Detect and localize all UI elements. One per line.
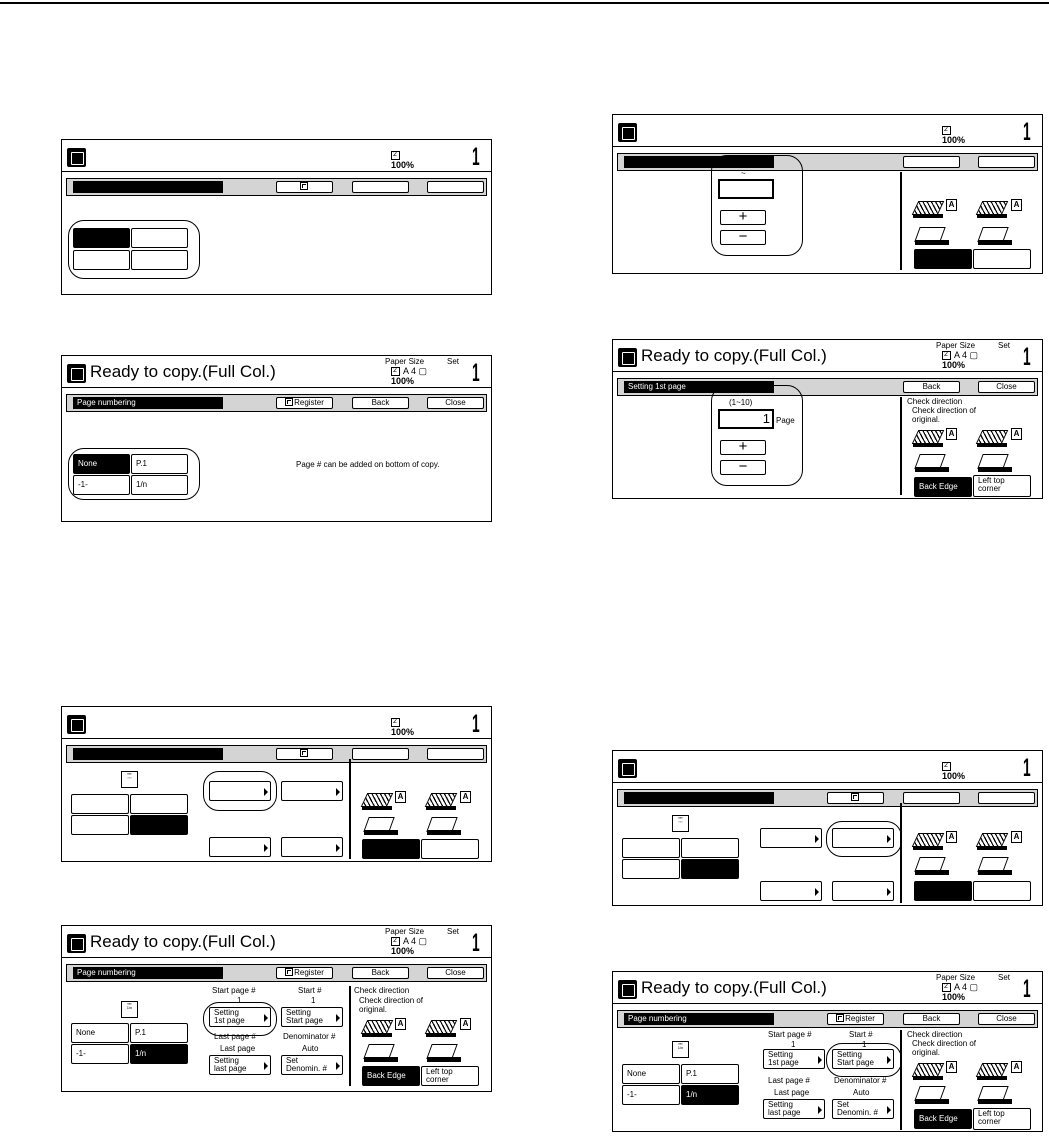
left-top-corner-icon: [978, 857, 1010, 876]
line-2: corner: [426, 1075, 449, 1084]
panel-number-setting: [612, 339, 1043, 499]
left-top-corner-button[interactable]: [973, 1108, 1031, 1130]
p1-button[interactable]: [130, 794, 188, 814]
back-edge-button[interactable]: Back Edge: [914, 477, 972, 497]
line-1: Setting: [768, 1100, 793, 1109]
close-button[interactable]: [427, 181, 484, 193]
status-message: Ready to copy.(Full Col.): [90, 932, 276, 951]
document-icon: [618, 759, 637, 778]
orientation-a-icon: A: [1011, 831, 1022, 843]
check-direction-line-2: original.: [912, 1048, 941, 1057]
page-number-field[interactable]: 1: [718, 409, 774, 429]
paper-tray-icon: [942, 351, 951, 360]
line-2: Denomin. #: [286, 1064, 327, 1073]
none-button[interactable]: [73, 228, 130, 248]
dash1-button[interactable]: -1-: [71, 1044, 129, 1064]
panel-detail-start: [612, 971, 1043, 1132]
dash1-button[interactable]: -1-: [622, 1085, 680, 1105]
line-1: Setting: [286, 1008, 311, 1017]
slash-n-button[interactable]: 1/n: [681, 1085, 739, 1105]
none-button[interactable]: [71, 794, 129, 814]
orientation-a-icon: A: [946, 1061, 957, 1073]
start-page-header: Start page #: [768, 1030, 812, 1039]
setting-start-page-button[interactable]: [832, 828, 894, 848]
line-1: Left top: [426, 1067, 453, 1076]
zoom-value: 100%: [942, 360, 966, 370]
title-bar: [62, 926, 491, 958]
line-2: 1st page: [768, 1058, 799, 1067]
zoom-value: 100%: [942, 135, 966, 145]
panel-mode-select: [61, 355, 492, 522]
close-button[interactable]: Close: [427, 397, 484, 409]
set-denominator-button[interactable]: [832, 1099, 894, 1119]
line-1: Setting: [768, 1050, 793, 1059]
register-label: Register: [294, 968, 324, 977]
denominator-header: Denominator #: [834, 1076, 887, 1085]
close-button[interactable]: Close: [978, 381, 1035, 393]
register-button[interactable]: [276, 748, 333, 760]
setting-last-page-button[interactable]: [763, 1099, 825, 1119]
title-bar: [62, 140, 491, 172]
line-2: Start page: [837, 1058, 874, 1067]
toolbar: [66, 964, 487, 982]
paper-size-value: A 4 ▢: [954, 982, 979, 992]
register-button[interactable]: [276, 967, 333, 979]
divider: [349, 986, 351, 1086]
paper-status: [936, 972, 1036, 1004]
document-icon: [67, 934, 86, 953]
copy-count: 1: [472, 143, 480, 171]
arrow-right-icon: [818, 1106, 822, 1114]
paper-tray-icon: [942, 126, 951, 135]
page-number-icon: ▪▪▪ 1/n: [672, 1041, 689, 1058]
slash-n-button[interactable]: [130, 815, 188, 835]
set-denominator-button[interactable]: [281, 1055, 343, 1075]
line-1: Setting: [837, 1050, 862, 1059]
line-1: Set: [286, 1056, 299, 1065]
left-top-corner-button[interactable]: [973, 249, 1031, 269]
range-label: ~: [741, 169, 746, 178]
denominator-value: Auto: [853, 1088, 870, 1097]
back-button[interactable]: [352, 181, 409, 193]
left-top-corner-button[interactable]: [973, 881, 1031, 901]
last-page-header: Last page #: [768, 1076, 810, 1085]
dash1-button[interactable]: -1-: [73, 475, 130, 495]
divider: [900, 1030, 902, 1130]
setting-start-page-button[interactable]: [832, 1049, 894, 1069]
line-1: Left top: [978, 1109, 1005, 1118]
setting-start-page-button[interactable]: [281, 1007, 343, 1027]
register-icon: [285, 968, 293, 976]
back-button[interactable]: [903, 792, 960, 804]
page-number-icon: ▪▪▪ ▫▫▫: [672, 815, 689, 832]
back-button[interactable]: Back: [903, 381, 960, 393]
zoom-value: 100%: [942, 771, 966, 781]
left-top-corner-button[interactable]: [421, 839, 479, 859]
back-button[interactable]: [352, 748, 409, 760]
arrow-right-icon: [264, 844, 268, 852]
page-number-field[interactable]: [718, 179, 774, 199]
panel-detail: [61, 925, 492, 1092]
set-label: Set: [998, 341, 1011, 350]
register-button[interactable]: [276, 397, 333, 409]
register-label: Register: [845, 1014, 875, 1023]
left-top-corner-button[interactable]: [421, 1066, 479, 1086]
back-edge-button[interactable]: [914, 881, 972, 901]
paper-size-label: Paper Size: [936, 973, 976, 982]
set-denominator-button[interactable]: [832, 881, 894, 901]
arrow-right-icon: [815, 888, 819, 896]
line-1: Set: [837, 1100, 850, 1109]
copy-count: 1: [1023, 343, 1031, 371]
copier-icon-right: [977, 199, 1011, 218]
paper-status: [936, 115, 1036, 147]
orientation-a-icon: A: [1011, 199, 1022, 211]
check-direction-header: Check direction: [907, 397, 963, 406]
back-button[interactable]: Back: [903, 1013, 960, 1025]
start-num-header: Start #: [298, 986, 322, 995]
back-edge-icon: [364, 1044, 396, 1063]
paper-tray-icon: [391, 937, 400, 946]
none-button[interactable]: None: [73, 454, 130, 474]
slash-n-button[interactable]: [131, 250, 188, 270]
paper-tray-icon: [391, 367, 400, 376]
copier-icon-right: [977, 831, 1011, 850]
line-1: Setting: [214, 1056, 239, 1065]
back-button[interactable]: Back: [352, 397, 409, 409]
register-icon: [285, 398, 293, 406]
status-message: Ready to copy.(Full Col.): [641, 346, 827, 365]
back-edge-icon: [364, 817, 396, 836]
copy-count: 1: [1023, 118, 1031, 146]
document-icon: [618, 980, 637, 999]
left-top-corner-icon: [978, 454, 1010, 473]
arrow-right-icon: [336, 1062, 340, 1070]
dash1-button[interactable]: [622, 859, 680, 879]
register-icon: [836, 1014, 844, 1022]
range-label: (1~10): [729, 398, 753, 407]
toolbar: [617, 1010, 1038, 1028]
close-button[interactable]: Close: [978, 1013, 1035, 1025]
paper-tray-icon: [391, 151, 400, 160]
close-button[interactable]: [978, 156, 1035, 168]
divider: [349, 759, 351, 859]
paper-tray-icon: [942, 762, 951, 771]
copier-icon-left: [913, 831, 947, 850]
setting-1st-page-button[interactable]: [209, 1007, 271, 1027]
left-top-corner-button[interactable]: [973, 475, 1031, 497]
copy-count: 1: [472, 929, 480, 957]
document-icon: [67, 715, 86, 734]
check-direction-header: Check direction: [907, 1030, 963, 1039]
status-message: Ready to copy.(Full Col.): [90, 362, 276, 381]
left-top-corner-icon: [427, 1044, 459, 1063]
start-num-value: 1: [311, 996, 316, 1005]
orientation-a-icon: A: [1011, 1061, 1022, 1073]
copy-count: 1: [1023, 975, 1031, 1003]
close-button[interactable]: [978, 792, 1035, 804]
paper-size-label: Paper Size: [936, 341, 976, 350]
register-button[interactable]: [827, 1013, 884, 1025]
title-bar: [613, 751, 1042, 783]
none-button[interactable]: [622, 838, 680, 858]
arrow-right-icon: [264, 1014, 268, 1022]
back-edge-button[interactable]: Back Edge: [362, 1066, 420, 1086]
register-icon: [851, 793, 859, 801]
copier-icon-right: [426, 1018, 460, 1037]
close-button[interactable]: Close: [427, 967, 484, 979]
p1-button[interactable]: P.1: [131, 454, 188, 474]
panel-detail-start-blank: [612, 750, 1043, 906]
divider: [900, 172, 902, 270]
paper-size-value: A 4 ▢: [954, 350, 979, 360]
increment-button[interactable]: +: [720, 440, 766, 455]
orientation-a-icon: A: [1011, 428, 1022, 440]
set-label: Set: [447, 357, 460, 366]
arrow-right-icon: [818, 1056, 822, 1064]
orientation-a-icon: A: [460, 1018, 471, 1030]
start-num-header: Start #: [849, 1030, 873, 1039]
arrow-right-icon: [815, 835, 819, 843]
document-icon: [67, 364, 86, 383]
orientation-a-icon: A: [946, 428, 957, 440]
p1-button[interactable]: P.1: [130, 1023, 188, 1043]
toolbar: [66, 178, 487, 196]
toolbar: [617, 153, 1038, 171]
orientation-a-icon: A: [395, 791, 406, 803]
line-2: Start page: [286, 1016, 323, 1025]
none-button[interactable]: None: [71, 1023, 129, 1043]
arrow-right-icon: [336, 788, 340, 796]
line-2: 1st page: [214, 1016, 245, 1025]
p1-button[interactable]: [131, 228, 188, 248]
document-icon: [618, 123, 637, 142]
line-1: Setting: [214, 1008, 239, 1017]
set-label: Set: [447, 927, 460, 936]
toolbar: [617, 789, 1038, 807]
orientation-a-icon: A: [946, 199, 957, 211]
page-number-icon: ▪▪▪ 1/n: [121, 1001, 138, 1018]
line-2: corner: [978, 1117, 1001, 1126]
setting-last-page-button[interactable]: [209, 837, 271, 857]
copy-count: 1: [472, 710, 480, 738]
copier-icon-left: [362, 791, 396, 810]
panel-mode-select-blank: [61, 139, 492, 295]
increment-button[interactable]: +: [720, 210, 766, 225]
copier-icon-left: [913, 199, 947, 218]
denominator-header: Denominator #: [283, 1032, 336, 1041]
p1-button[interactable]: P.1: [681, 1064, 739, 1084]
line-2: corner: [978, 484, 1001, 493]
paper-status: [385, 926, 485, 958]
back-edge-icon: [915, 454, 947, 473]
register-button[interactable]: [276, 181, 333, 193]
set-label: Set: [998, 973, 1011, 982]
arrow-right-icon: [887, 835, 891, 843]
paper-status: [385, 140, 485, 172]
breadcrumb: Page numbering: [624, 1013, 774, 1025]
divider: [900, 803, 902, 903]
p1-button[interactable]: [681, 838, 739, 858]
arrow-right-icon: [264, 788, 268, 796]
info-text: Page # can be added on bottom of copy.: [296, 460, 440, 469]
orientation-a-icon: A: [460, 791, 471, 803]
zoom-value: 100%: [942, 992, 966, 1002]
page-number-icon: ▪▪▪ ▫▫▫: [121, 771, 138, 788]
copier-icon-right: [977, 428, 1011, 447]
document-icon: [618, 348, 637, 367]
start-page-header: Start page #: [212, 986, 256, 995]
register-icon: [300, 749, 308, 757]
dash1-button[interactable]: [71, 815, 129, 835]
toolbar: [66, 394, 487, 412]
toolbar: [617, 378, 1038, 396]
copy-count: 1: [472, 359, 480, 387]
last-page-value: Last page: [774, 1088, 810, 1097]
slash-n-button[interactable]: 1/n: [130, 1044, 188, 1064]
decrement-button[interactable]: −: [720, 460, 766, 475]
paper-size-value: A 4 ▢: [403, 366, 428, 376]
paper-size-label: Paper Size: [385, 927, 425, 936]
setting-start-page-button[interactable]: [281, 781, 343, 801]
check-direction-header: Check direction: [354, 986, 410, 995]
breadcrumb-blank: [624, 792, 774, 804]
setting-last-page-button[interactable]: [209, 1055, 271, 1075]
line-1: Left top: [978, 476, 1005, 485]
line-2: last page: [768, 1108, 801, 1117]
copy-count: 1: [1023, 754, 1031, 782]
register-icon: [300, 182, 308, 190]
left-top-corner-icon: [978, 227, 1010, 246]
arrow-right-icon: [264, 1062, 268, 1070]
slash-n-button[interactable]: 1/n: [131, 475, 188, 495]
paper-status: [385, 707, 485, 739]
paper-status: [385, 356, 485, 388]
arrow-right-icon: [887, 1106, 891, 1114]
check-direction-line-2: original.: [912, 415, 941, 424]
back-edge-button[interactable]: [914, 249, 972, 269]
page-top-rule: [0, 2, 1049, 4]
panel-detail-blank: [61, 706, 492, 862]
zoom-value: 100%: [391, 946, 415, 956]
left-top-corner-icon: [427, 817, 459, 836]
close-button[interactable]: [427, 748, 484, 760]
arrow-right-icon: [336, 844, 340, 852]
check-direction-line-2: original.: [359, 1005, 388, 1014]
start-page-value: 1: [237, 996, 242, 1005]
back-button[interactable]: [903, 156, 960, 168]
start-num-value: 1: [862, 1040, 867, 1049]
title-bar: [613, 115, 1042, 147]
title-bar: [62, 356, 491, 388]
title-bar: [613, 340, 1042, 372]
paper-status: [936, 340, 1036, 372]
denominator-value: Auto: [302, 1044, 319, 1053]
orientation-a-icon: A: [395, 1018, 406, 1030]
panel-number-setting-blank: [612, 114, 1043, 274]
dash1-button[interactable]: [73, 250, 130, 270]
zoom-value: 100%: [391, 376, 415, 386]
title-bar: [613, 972, 1042, 1004]
setting-1st-page-button[interactable]: [760, 828, 822, 848]
check-direction-line-1: Check direction of: [359, 996, 424, 1005]
status-message: Ready to copy.(Full Col.): [641, 978, 827, 997]
back-edge-icon: [915, 227, 947, 246]
breadcrumb-blank: [73, 181, 223, 193]
check-direction-line-1: Check direction of: [912, 1039, 977, 1048]
breadcrumb: Page numbering: [73, 397, 223, 409]
register-button[interactable]: [827, 792, 884, 804]
copier-icon-left: [913, 1061, 947, 1080]
back-edge-icon: [915, 1086, 947, 1105]
back-button[interactable]: Back: [352, 967, 409, 979]
register-label: Register: [294, 398, 324, 407]
check-direction-line-1: Check direction of: [912, 406, 977, 415]
setting-1st-page-button[interactable]: [209, 781, 271, 801]
paper-tray-icon: [942, 983, 951, 992]
decrement-button[interactable]: −: [720, 230, 766, 245]
orientation-a-icon: A: [946, 831, 957, 843]
zoom-value: 100%: [391, 160, 415, 170]
back-edge-icon: [915, 857, 947, 876]
breadcrumb: Page numbering: [73, 967, 223, 979]
left-top-corner-icon: [978, 1086, 1010, 1105]
page-unit-label: Page: [776, 416, 795, 425]
line-2: Denomin. #: [837, 1108, 878, 1117]
none-button[interactable]: None: [622, 1064, 680, 1084]
paper-size-label: Paper Size: [385, 357, 425, 366]
copier-icon-left: [913, 428, 947, 447]
arrow-right-icon: [887, 888, 891, 896]
paper-size-value: A 4 ▢: [403, 936, 428, 946]
setting-1st-page-button[interactable]: [763, 1049, 825, 1069]
paper-tray-icon: [391, 718, 400, 727]
toolbar: [66, 745, 487, 763]
copier-icon-right: [977, 1061, 1011, 1080]
back-edge-button[interactable]: [362, 839, 420, 859]
copier-icon-right: [426, 791, 460, 810]
paper-status: [936, 751, 1036, 783]
divider: [900, 397, 902, 495]
back-edge-button[interactable]: Back Edge: [914, 1109, 972, 1129]
breadcrumb: Setting 1st page: [624, 381, 774, 393]
arrow-right-icon: [336, 1014, 340, 1022]
zoom-value: 100%: [391, 727, 415, 737]
copier-icon-left: [362, 1018, 396, 1037]
last-page-value: Last page: [220, 1044, 256, 1053]
last-page-header: Last page #: [214, 1032, 256, 1041]
title-bar: [62, 707, 491, 739]
breadcrumb-blank: [73, 748, 223, 760]
document-icon: [67, 148, 86, 167]
set-denominator-button[interactable]: [281, 837, 343, 857]
setting-last-page-button[interactable]: [760, 881, 822, 901]
slash-n-button[interactable]: [681, 859, 739, 879]
arrow-right-icon: [887, 1056, 891, 1064]
start-page-value: 1: [791, 1040, 796, 1049]
line-2: last page: [214, 1064, 247, 1073]
